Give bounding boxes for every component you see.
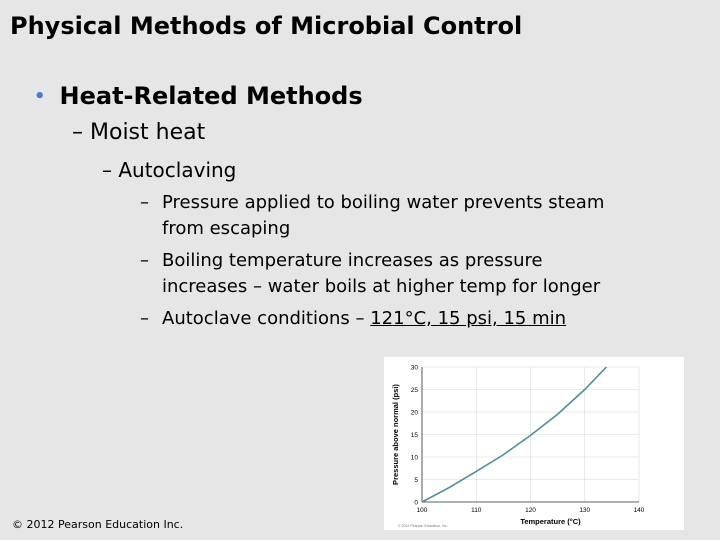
dash-icon: – xyxy=(140,192,149,213)
pressure-temperature-chart xyxy=(384,357,684,530)
slide-title: Physical Methods of Microbial Control xyxy=(10,12,523,40)
y-tick-label: 30 xyxy=(410,364,418,372)
y-tick-label: 15 xyxy=(410,431,418,439)
dash-icon: – xyxy=(102,158,112,182)
point-pressure-applied xyxy=(140,190,604,242)
y-tick-label: 25 xyxy=(410,386,418,394)
figure-credit: © 2012 Pearson Education, Inc. xyxy=(398,524,448,528)
y-tick-label: 10 xyxy=(410,454,418,462)
point-line: Pressure applied to boiling water prevents steam xyxy=(162,192,605,213)
point-line: from escaping xyxy=(162,218,291,239)
heat-related-methods-label: Heat-Related Methods xyxy=(59,82,363,110)
bullet-dot-icon: • xyxy=(34,86,46,107)
chart-svg xyxy=(384,357,684,530)
x-tick-label: 130 xyxy=(579,507,591,514)
dash-icon: – xyxy=(72,120,83,145)
x-tick-label: 120 xyxy=(525,507,536,514)
chart-ticks xyxy=(411,364,645,514)
point-line: Boiling temperature increases as pressure xyxy=(162,250,543,271)
dash-icon: – xyxy=(140,250,149,271)
y-tick-label: 20 xyxy=(410,409,418,417)
x-tick-label: 140 xyxy=(633,507,645,514)
autoclave-conditions-values: 121°C, 15 psi, 15 min xyxy=(370,308,567,329)
bullet-moist-heat xyxy=(72,120,205,145)
autoclaving-label: Autoclaving xyxy=(118,158,237,182)
point-line: increases – water boils at higher temp for longer xyxy=(162,276,601,297)
y-tick-label: 0 xyxy=(414,499,418,507)
x-tick-label: 110 xyxy=(471,507,482,514)
dash-icon: – xyxy=(140,308,149,329)
copyright-footer: © 2012 Pearson Education Inc. xyxy=(12,518,184,531)
bullet-heat-related-methods xyxy=(34,82,363,110)
y-tick-label: 5 xyxy=(414,476,418,484)
y-axis-label: Pressure above normal (psi) xyxy=(391,384,400,485)
bullet-autoclaving xyxy=(102,158,236,182)
point-autoclave-conditions xyxy=(140,306,566,332)
moist-heat-label: Moist heat xyxy=(90,120,206,145)
x-tick-label: 100 xyxy=(416,507,428,514)
autoclave-conditions-prefix: Autoclave conditions – xyxy=(162,308,371,329)
point-boiling-temperature xyxy=(140,248,600,300)
x-axis-label: Temperature (°C) xyxy=(520,517,581,526)
